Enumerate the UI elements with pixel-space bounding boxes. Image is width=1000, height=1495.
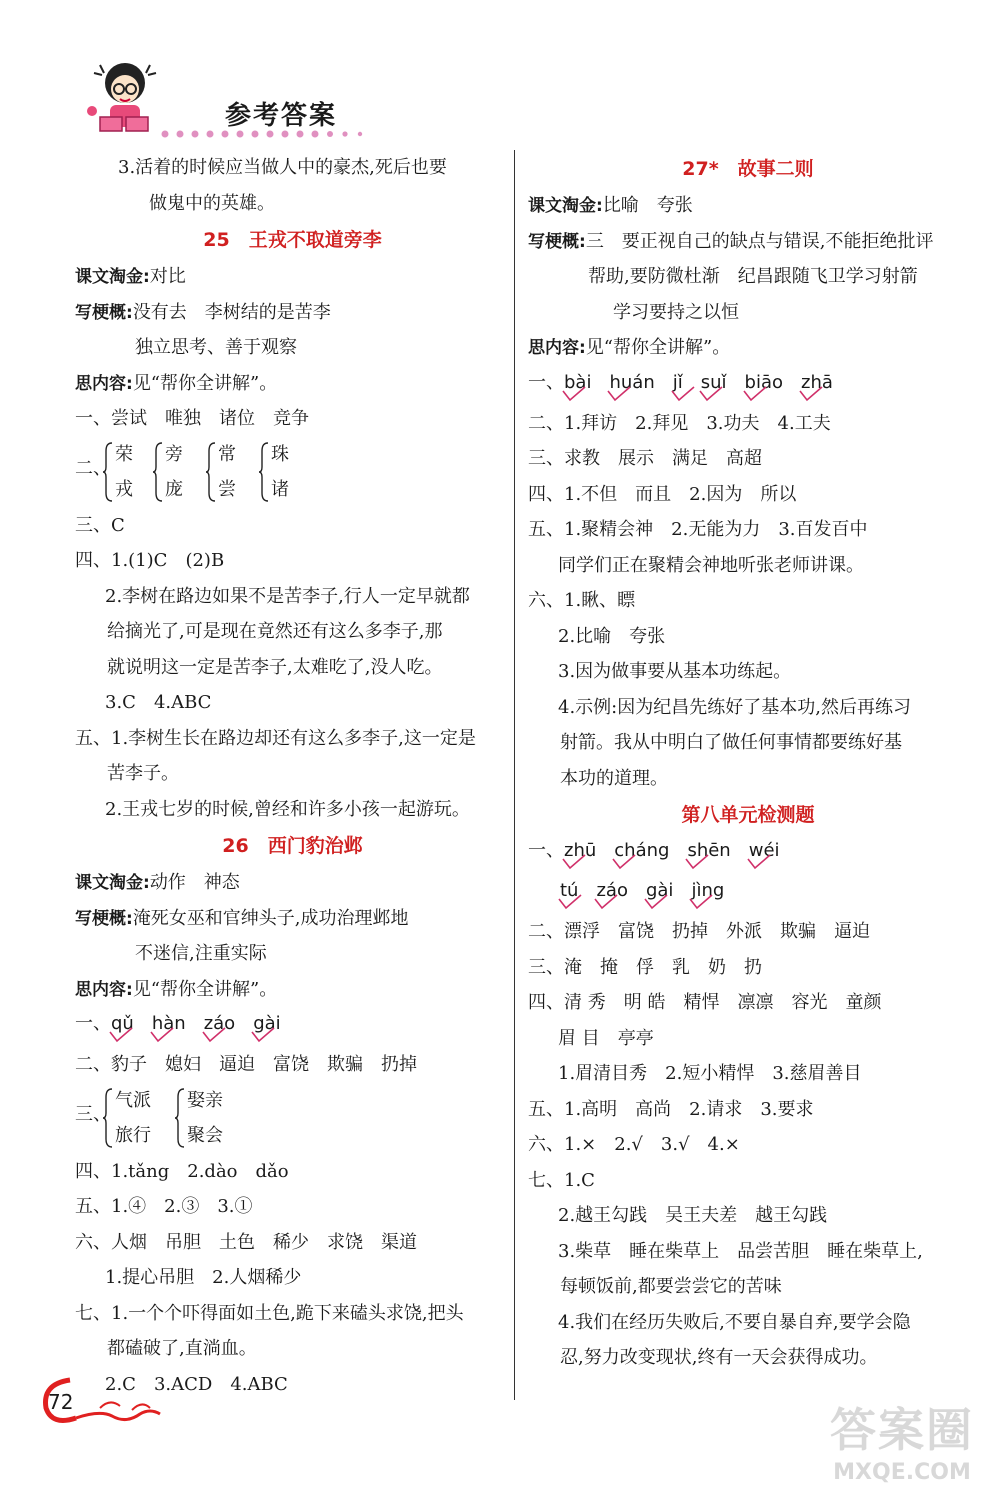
- pinyin-answer-row: [75, 1007, 510, 1047]
- pinyin-text: gài: [253, 1013, 281, 1034]
- answer-line: 七、1.C: [528, 1169, 595, 1191]
- column-divider: [514, 150, 515, 1400]
- pinyin-text: cháng: [614, 840, 670, 861]
- label: 写梗概:: [75, 302, 133, 323]
- section-title-27: 27* 故事二则: [682, 158, 814, 180]
- value: 淹死女巫和官绅头子,成功治理邺地: [132, 907, 409, 929]
- label: 写梗概:: [528, 231, 586, 252]
- answer-line: 二、1.拜访 2.拜见 3.功夫 4.工夫: [528, 412, 831, 434]
- pinyin-answer: [691, 874, 724, 908]
- checkmark-icon: [699, 386, 723, 402]
- char-pair: [115, 437, 133, 508]
- answer-line: 本功的道理。: [560, 767, 668, 789]
- pinyin-answer-row: [528, 366, 968, 406]
- char-top: 常: [218, 443, 236, 465]
- char-pair: [218, 437, 236, 508]
- answer-line: 1.眉清目秀 2.短小精悍 3.慈眉善目: [558, 1063, 862, 1084]
- answer-line: 同学们正在聚精会神地听张老师讲课。: [558, 554, 864, 576]
- pinyin-answer: [687, 834, 730, 868]
- checkmark-icon: [747, 854, 771, 870]
- label: 写梗概:: [75, 908, 133, 929]
- answer-line: 2.比喻 夸张: [558, 625, 666, 647]
- answer-line: [75, 972, 510, 1008]
- answer-line: [528, 188, 968, 224]
- pinyin-text: tú: [560, 880, 579, 901]
- answer-line: 五、1.聚精会神 2.无能为力 3.百发百中: [528, 519, 868, 540]
- brace-icon: [206, 441, 216, 503]
- answer-line: 二、漂浮 富饶 扔掉 外派 欺骗 逼迫: [528, 921, 870, 942]
- label: 课文淘金:: [75, 873, 150, 893]
- answer-line: 学习要持之以恒: [613, 301, 739, 323]
- char-pair: [165, 437, 183, 508]
- value: 见“帮你全讲解”。: [132, 372, 278, 394]
- label: 课文淘金:: [75, 267, 150, 287]
- char-bottom: 戎: [115, 479, 133, 500]
- answer-line: 2.越王勾践 吴王夫差 越王勾践: [558, 1205, 828, 1226]
- checkmark-icon: [251, 1027, 275, 1043]
- question-number: 一、: [528, 371, 564, 393]
- mascot-reading-icon: [80, 55, 170, 140]
- checkmark-icon: [799, 386, 823, 402]
- label: 思内容:: [75, 979, 133, 1000]
- checkmark-icon: [562, 854, 586, 870]
- checkmark-icon: [671, 386, 695, 402]
- answer-line: 三、淹 掩 俘 乳 奶 扔: [528, 956, 762, 978]
- checkmark-icon: [689, 894, 713, 910]
- char-bottom: 诸: [271, 479, 289, 500]
- word-top: 气派: [115, 1089, 151, 1111]
- answer-line: 二、豹子 媳妇 逼迫 富饶 欺骗 扔掉: [75, 1054, 417, 1075]
- section-title-25: 25 王戎不取道旁李: [203, 229, 382, 251]
- answer-line: [528, 224, 968, 260]
- answer-line: 五、1.李树生长在路边却还有这么多李子,这一定是: [75, 727, 476, 749]
- word-pair: [187, 1083, 223, 1154]
- value: 见“帮你全讲解”。: [585, 337, 731, 358]
- brace-icon: [103, 441, 113, 503]
- answer-line: [75, 259, 510, 295]
- answer-line: 3.因为做事要从基本功练起。: [558, 661, 792, 682]
- answer-line: 2.李树在路边如果不是苦李子,行人一定早就都: [105, 585, 470, 607]
- answer-line: [75, 295, 510, 331]
- answer-line: [528, 330, 968, 366]
- pinyin-answer: [560, 874, 578, 908]
- answer-line: 四、清 秀 明 皓 精悍 凛凛 容光 童颜: [528, 992, 882, 1013]
- label: 思内容:: [75, 373, 133, 394]
- answer-line: 六、1.瞅、瞟: [528, 590, 636, 611]
- checkmark-icon: [150, 1027, 174, 1043]
- pinyin-text: záo: [203, 1013, 236, 1034]
- answer-line: 五、1.高明 高尚 2.请求 3.要求: [528, 1098, 814, 1120]
- answer-line: 都磕破了,直淌血。: [107, 1338, 257, 1359]
- brace-icon: [153, 441, 163, 503]
- pinyin-answer-row: [528, 874, 968, 914]
- pinyin-text: hàn: [151, 1013, 186, 1034]
- answer-line: 三、C: [75, 514, 125, 536]
- decorative-dots-icon: [160, 129, 420, 139]
- page-footer: [40, 1370, 170, 1434]
- watermark: [830, 1394, 974, 1485]
- pinyin-answer: [749, 834, 780, 868]
- word-bottom: 聚会: [187, 1125, 223, 1146]
- answer-line: 五、1.④ 2.③ 3.①: [75, 1196, 253, 1217]
- answer-line: 七、1.一个个吓得面如土色,跪下来磕头求饶,把头: [75, 1302, 464, 1324]
- answer-line: 做鬼中的英雄。: [149, 192, 275, 214]
- value: 动作 神态: [149, 872, 240, 893]
- brace-icon: [259, 441, 269, 503]
- pinyin-answer: [673, 366, 683, 400]
- pinyin-answer: [152, 1007, 186, 1041]
- pinyin-text: qǔ: [111, 1013, 134, 1034]
- checkmark-icon: [743, 386, 767, 402]
- answer-line: 三、求教 展示 满足 高超: [528, 448, 762, 469]
- pinyin-answer-row: [528, 834, 968, 874]
- answer-line: 一、尝试 唯独 诸位 竞争: [75, 408, 309, 429]
- section-title-unit8: 第八单元检测题: [681, 804, 815, 826]
- answer-line: 苦李子。: [107, 763, 179, 784]
- section-title-26: 26 西门豹治邺: [222, 835, 363, 857]
- pinyin-text: jǐ: [672, 371, 683, 393]
- pinyin-answer: [614, 834, 669, 868]
- brace-icon: [175, 1087, 185, 1149]
- pinyin-answer: [701, 366, 727, 400]
- pinyin-text: zhā: [801, 371, 833, 393]
- pinyin-text: jìng: [691, 880, 725, 901]
- answer-line: 不迷信,注重实际: [135, 943, 267, 964]
- word-top: 娶亲: [187, 1089, 223, 1111]
- pinyin-text: huán: [609, 371, 655, 393]
- answer-line: [75, 366, 510, 402]
- page-header: [60, 55, 520, 145]
- answer-line: 四、1.(1)C (2)B: [75, 550, 225, 571]
- answer-line: 给摘光了,可是现在竟然还有这么多李子,那: [107, 621, 443, 642]
- bracket-answer: [75, 1083, 510, 1154]
- answer-line: [75, 901, 510, 937]
- answer-line: 2.王戎七岁的时候,曾经和许多小孩一起游玩。: [105, 798, 470, 820]
- char-bottom: 尝: [218, 479, 236, 500]
- word-pair: [115, 1083, 151, 1154]
- label: 思内容:: [528, 338, 586, 358]
- checkmark-icon: [685, 854, 709, 870]
- char-bottom: 庞: [165, 479, 183, 500]
- page-number: 72: [48, 1390, 74, 1414]
- answer-line: 3.C 4.ABC: [105, 692, 212, 713]
- answer-line: 六、人烟 吊胆 土色 稀少 求饶 渠道: [75, 1231, 417, 1253]
- watermark-url: MXQE.COM: [833, 1460, 971, 1485]
- pinyin-answer: [253, 1007, 280, 1041]
- answer-line: 每顿饭前,都要尝尝它的苦味: [560, 1276, 782, 1297]
- word-bottom: 旅行: [115, 1125, 151, 1146]
- pinyin-text: suǐ: [700, 371, 727, 393]
- answer-line: 眉 目 亭亭: [558, 1027, 654, 1049]
- value: 见“帮你全讲解”。: [132, 978, 278, 1000]
- checkmark-icon: [644, 894, 668, 910]
- answer-line: 射箭。我从中明白了做任何事情都要练好基: [560, 732, 902, 753]
- question-number: 一、: [528, 840, 564, 861]
- pinyin-answer: [111, 1007, 134, 1041]
- value: 没有去 李树结的是苦李: [132, 301, 331, 323]
- char-top: 荣: [115, 443, 133, 465]
- left-column: [75, 150, 510, 1402]
- pinyin-text: bài: [564, 371, 592, 393]
- checkmark-icon: [612, 854, 636, 870]
- pinyin-answer: [596, 874, 628, 908]
- value: 三 要正视自己的缺点与错误,不能拒绝批评: [585, 230, 934, 252]
- answer-line: 忍,努力改变现状,终有一天会获得成功。: [560, 1347, 878, 1368]
- answer-line: 4.我们在经历失败后,不要自暴自弃,要学会隐: [558, 1311, 911, 1333]
- answer-line: 帮助,要防微杜渐 纪昌跟随飞卫学习射箭: [588, 266, 918, 287]
- value: 对比: [149, 266, 186, 287]
- answer-line: 六、1.× 2.√ 3.√ 4.×: [528, 1134, 740, 1155]
- pinyin-answer: [745, 366, 783, 400]
- pinyin-answer: [204, 1007, 236, 1041]
- answer-line: 就说明这一定是苦李子,太难吃了,没人吃。: [107, 656, 443, 678]
- answer-line: 独立思考、善于观察: [135, 337, 297, 358]
- answer-line: 1.提心吊胆 2.人烟稀少: [105, 1267, 302, 1288]
- value: 比喻 夸张: [602, 195, 693, 216]
- question-number: 一、: [75, 1013, 111, 1034]
- right-column: [528, 150, 968, 1376]
- question-number: 二、: [75, 457, 111, 479]
- answer-line: 四、1.不但 而且 2.因为 所以: [528, 483, 797, 505]
- char-top: 旁: [165, 443, 183, 465]
- pinyin-answer: [564, 366, 591, 400]
- answer-line: 3.柴草 睡在柴草上 品尝苦胆 睡在柴草上,: [558, 1240, 923, 1262]
- checkmark-icon: [562, 386, 586, 402]
- pinyin-text: gài: [645, 880, 674, 901]
- pinyin-text: shēn: [687, 840, 731, 861]
- pinyin-text: záo: [596, 880, 628, 901]
- answer-line: 2.C 3.ACD 4.ABC: [105, 1373, 288, 1395]
- header-title: 参考答案: [225, 101, 338, 131]
- watermark-logo-text: 答案圈: [830, 1403, 974, 1457]
- pinyin-answer: [801, 366, 833, 400]
- char-top: 珠: [271, 443, 289, 465]
- question-number: 三、: [75, 1103, 111, 1125]
- pinyin-text: zhū: [564, 840, 597, 861]
- bracket-answer: [75, 437, 510, 508]
- answer-line: 四、1.tǎng 2.dào dǎo: [75, 1160, 289, 1182]
- answer-line: 4.示例:因为纪昌先练好了基本功,然后再练习: [558, 696, 911, 718]
- checkmark-icon: [202, 1027, 226, 1043]
- checkmark-icon: [594, 894, 618, 910]
- answer-line: [75, 865, 510, 901]
- checkmark-icon: [109, 1027, 133, 1043]
- checkmark-icon: [607, 386, 631, 402]
- pinyin-answer: [646, 874, 673, 908]
- label: 课文淘金:: [528, 196, 603, 216]
- pinyin-text: wéi: [748, 840, 780, 861]
- char-pair: [271, 437, 289, 508]
- brace-icon: [103, 1087, 113, 1149]
- pinyin-answer: [564, 834, 596, 868]
- pinyin-text: biāo: [744, 371, 784, 393]
- checkmark-icon: [558, 894, 582, 910]
- pinyin-answer: [609, 366, 654, 400]
- answer-line: 3.活着的时候应当做人中的豪杰,死后也要: [118, 157, 447, 178]
